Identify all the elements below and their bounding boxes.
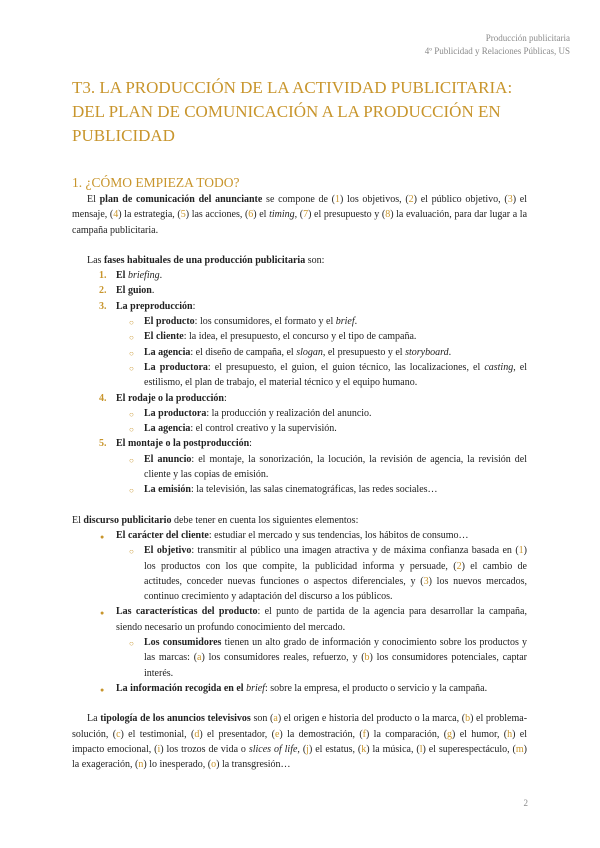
document-title: T3. LA PRODUCCIÓN DE LA ACTIVIDAD PUBLICITARIA: DEL PLAN DE COMUNICACIÓN A LA PRODUCCIÓN EN PUBLICIDAD bbox=[72, 78, 513, 145]
term: La agencia bbox=[144, 423, 191, 435]
list-item bbox=[116, 604, 527, 680]
fase-item bbox=[99, 283, 527, 298]
header-degree: 4º Publicidad y Relaciones Públicas, US bbox=[424, 46, 570, 56]
list-item bbox=[144, 406, 527, 421]
enum-letter: n bbox=[138, 759, 144, 771]
list-item bbox=[144, 482, 527, 497]
rodaje-sublist bbox=[72, 406, 527, 437]
list-item bbox=[144, 452, 527, 483]
enum-letter: e bbox=[274, 728, 280, 740]
montaje-sublist bbox=[72, 452, 527, 498]
text: ) los consumidores reales, refuerzo, y ( bbox=[201, 652, 365, 664]
page-header bbox=[425, 32, 570, 58]
term: La preproducción bbox=[116, 300, 193, 312]
list-number: 1. bbox=[99, 270, 107, 282]
term: fases habituales de una producción publicitaria bbox=[103, 254, 306, 266]
term: plan de comunicación del anunciante bbox=[99, 194, 263, 205]
enum-number: 1 bbox=[518, 545, 524, 557]
text: Las bbox=[87, 254, 104, 266]
text: tienen un alto grado de información y conocimiento sobre los productos y las marcas: ( bbox=[144, 637, 527, 664]
text: , ( bbox=[294, 209, 304, 221]
text: : el control creativo y la supervisión. bbox=[190, 423, 337, 435]
enum-letter: m bbox=[515, 743, 524, 755]
text: : sobre la empresa, el producto o servicio y la campaña. bbox=[264, 682, 488, 694]
term: La productora bbox=[144, 407, 207, 419]
enum-letter: k bbox=[361, 743, 367, 755]
list-item bbox=[116, 528, 527, 604]
enum-letter: d bbox=[194, 728, 200, 740]
list-item bbox=[144, 543, 527, 604]
text: . bbox=[354, 316, 358, 328]
document-body bbox=[72, 192, 527, 772]
text: ) la exageración, ( bbox=[72, 743, 527, 771]
enum-number: 3 bbox=[507, 194, 513, 205]
term: El cliente bbox=[144, 331, 184, 343]
term: La agencia bbox=[144, 346, 191, 358]
enum-number: 1 bbox=[334, 194, 340, 205]
term: Los consumidores bbox=[144, 637, 222, 649]
list-item bbox=[144, 329, 527, 344]
enum-number: 2 bbox=[456, 560, 462, 572]
text: ) la evaluación, para dar lugar a la campaña publicitaria. bbox=[72, 209, 528, 236]
text: ) el cambio de actitudes, conceder nuevas funciones o aspectos diferenciales, y ( bbox=[144, 560, 527, 587]
text: ) el impacto emocional, ( bbox=[72, 728, 528, 755]
term: El anuncio bbox=[144, 453, 192, 465]
text: ) el problema-solución, ( bbox=[72, 713, 528, 740]
list-item bbox=[144, 635, 527, 681]
term-italic: briefing bbox=[127, 270, 160, 282]
term-italic: brief bbox=[246, 682, 265, 694]
text: : el montaje, la sonorización, la locución, la revisión de agencia, la revisión del cliente y las copias de emisión. bbox=[144, 453, 527, 481]
term: El guion bbox=[116, 285, 152, 297]
enum-letter: j bbox=[306, 743, 309, 755]
text: ) el humor, ( bbox=[452, 728, 508, 740]
preproduccion-sublist bbox=[72, 314, 527, 390]
text: ) los objetivos, ( bbox=[339, 194, 409, 205]
term: La emisión bbox=[144, 484, 191, 496]
plan-paragraph bbox=[72, 192, 527, 238]
fases-list-cont bbox=[72, 391, 527, 406]
list-number: 3. bbox=[99, 300, 107, 312]
text: ) el testimonial, ( bbox=[120, 728, 195, 740]
text: se compone de ( bbox=[262, 194, 335, 205]
enum-letter: a bbox=[273, 713, 278, 725]
text: : el diseño de campaña, el bbox=[190, 346, 297, 358]
text: : transmitir al público una imagen atractiva y de máxima confianza basada en ( bbox=[191, 545, 519, 557]
page-number: 2 bbox=[523, 798, 528, 808]
text: El bbox=[72, 514, 84, 526]
term: El carácter del cliente bbox=[116, 529, 209, 541]
text: ) los consumidores potenciales, captar interés. bbox=[144, 652, 527, 679]
fases-list bbox=[72, 268, 527, 314]
enum-number: 7 bbox=[303, 209, 309, 221]
text: , el presupuesto y el bbox=[322, 346, 406, 358]
text: ) lo inesperado, ( bbox=[143, 759, 212, 771]
enum-number: 6 bbox=[248, 209, 254, 221]
list-item bbox=[116, 681, 527, 696]
text: ) la comparación, ( bbox=[366, 728, 448, 740]
header-course: Producción publicitaria bbox=[485, 33, 570, 43]
text: ) los nuevos mercados, continuo crecimiento y adaptación del discurso a los públicos. bbox=[144, 575, 527, 603]
text: El bbox=[87, 194, 100, 205]
fase-item bbox=[99, 391, 527, 406]
text: , ( bbox=[297, 743, 307, 755]
text: . bbox=[159, 270, 163, 282]
enum-letter: a bbox=[197, 652, 202, 664]
list-item bbox=[144, 314, 527, 329]
enum-letter: g bbox=[447, 728, 453, 740]
text: : los consumidores, el formato y el bbox=[194, 316, 336, 328]
text: ) la estrategia, ( bbox=[118, 209, 181, 221]
text: , el estilismo, el plan de trabajo, el material técnico y el equipo humano. bbox=[144, 361, 528, 389]
term-italic: timing bbox=[269, 209, 295, 221]
list-item bbox=[144, 360, 527, 391]
term: El objetivo bbox=[144, 545, 192, 557]
enum-number: 2 bbox=[408, 194, 414, 205]
text: ) el superespectáculo, ( bbox=[422, 743, 516, 755]
enum-letter: b bbox=[465, 713, 471, 725]
caracteristicas-sublist bbox=[116, 635, 527, 681]
caracter-sublist bbox=[116, 543, 527, 604]
text: : la producción y realización del anuncio. bbox=[206, 407, 372, 419]
discurso-list bbox=[72, 528, 527, 696]
term: El rodaje o la producción bbox=[116, 392, 224, 404]
list-item bbox=[144, 421, 527, 436]
fases-intro bbox=[72, 253, 527, 268]
text: ) el origen e historia del producto o la marca, ( bbox=[277, 713, 466, 725]
enum-letter: b bbox=[364, 652, 370, 664]
term-italic: casting bbox=[484, 361, 514, 373]
text: ) el presentador, ( bbox=[199, 728, 275, 740]
enum-letter: i bbox=[157, 743, 161, 755]
text: ) los productos con los que compite, la publicidad informa y persuade, ( bbox=[144, 545, 527, 572]
text: : bbox=[192, 300, 196, 312]
term-italic: storyboard bbox=[405, 346, 449, 358]
text: La bbox=[87, 713, 101, 725]
text: ) el mensaje, ( bbox=[72, 194, 527, 221]
enum-letter: h bbox=[507, 728, 513, 740]
list-number: 5. bbox=[99, 438, 107, 450]
text: debe tener en cuenta los siguientes elementos: bbox=[171, 514, 359, 526]
text: : bbox=[223, 392, 227, 404]
text: : bbox=[249, 438, 252, 450]
enum-number: 5 bbox=[180, 209, 186, 221]
text: : el presupuesto, el guion, el guion técnico, las localizaciones, el bbox=[207, 361, 485, 373]
enum-letter: f bbox=[362, 728, 367, 740]
term: El producto bbox=[144, 316, 195, 328]
text: . bbox=[448, 346, 452, 358]
text: ) el bbox=[253, 209, 270, 221]
text: son ( bbox=[250, 713, 274, 725]
enum-letter: c bbox=[116, 728, 121, 740]
list-item bbox=[144, 345, 527, 360]
enum-number: 8 bbox=[385, 209, 391, 221]
text: : la televisión, las salas cinematográficas, las redes sociales… bbox=[190, 484, 438, 496]
enum-letter: o bbox=[211, 759, 217, 771]
term: Las características del producto bbox=[116, 606, 258, 618]
enum-letter: l bbox=[419, 743, 423, 755]
term-italic: brief bbox=[335, 316, 355, 328]
fase-item bbox=[99, 299, 527, 314]
term-italic: slices of life bbox=[248, 743, 298, 755]
text: : estudiar el mercado y sus tendencias, los hábitos de consumo… bbox=[208, 529, 469, 541]
fases-list-cont2 bbox=[72, 436, 527, 451]
text: ) la demostración, ( bbox=[279, 728, 363, 740]
text: ) el público objetivo, ( bbox=[413, 194, 508, 205]
term: El montaje o la postproducción bbox=[116, 438, 250, 450]
section-title: 1. ¿CÓMO EMPIEZA TODO? bbox=[72, 175, 240, 190]
term: discurso publicitario bbox=[83, 514, 172, 526]
discurso-intro bbox=[72, 513, 527, 528]
text: son: bbox=[305, 254, 325, 266]
list-number: 4. bbox=[99, 392, 107, 404]
text: ) las acciones, ( bbox=[185, 209, 249, 221]
term: La productora bbox=[144, 361, 208, 373]
enum-number: 4 bbox=[113, 209, 119, 221]
enum-number: 3 bbox=[423, 575, 429, 587]
text: ) los trozos de vida o bbox=[160, 743, 249, 755]
text: ) la música, ( bbox=[366, 743, 420, 755]
term: tipología de los anuncios televisivos bbox=[100, 713, 251, 725]
text: ) el estatus, ( bbox=[308, 743, 362, 755]
fase-item bbox=[99, 436, 527, 451]
term: El bbox=[116, 270, 128, 282]
list-number: 2. bbox=[99, 285, 107, 297]
text: ) la transgresión… bbox=[216, 759, 291, 771]
fase-item bbox=[99, 268, 527, 283]
tipologia-paragraph bbox=[72, 711, 527, 772]
text: : la idea, el presupuesto, el concurso y el tipo de campaña. bbox=[183, 331, 417, 343]
text: ) el presupuesto y ( bbox=[308, 209, 386, 221]
term: La información recogida en el bbox=[116, 682, 247, 694]
term-italic: slogan bbox=[296, 346, 323, 358]
text: . bbox=[151, 285, 155, 297]
text: : el punto de partida de la agencia para desarrollar la campaña, siendo necesario un profundo conocimiento del mercado. bbox=[116, 606, 527, 633]
